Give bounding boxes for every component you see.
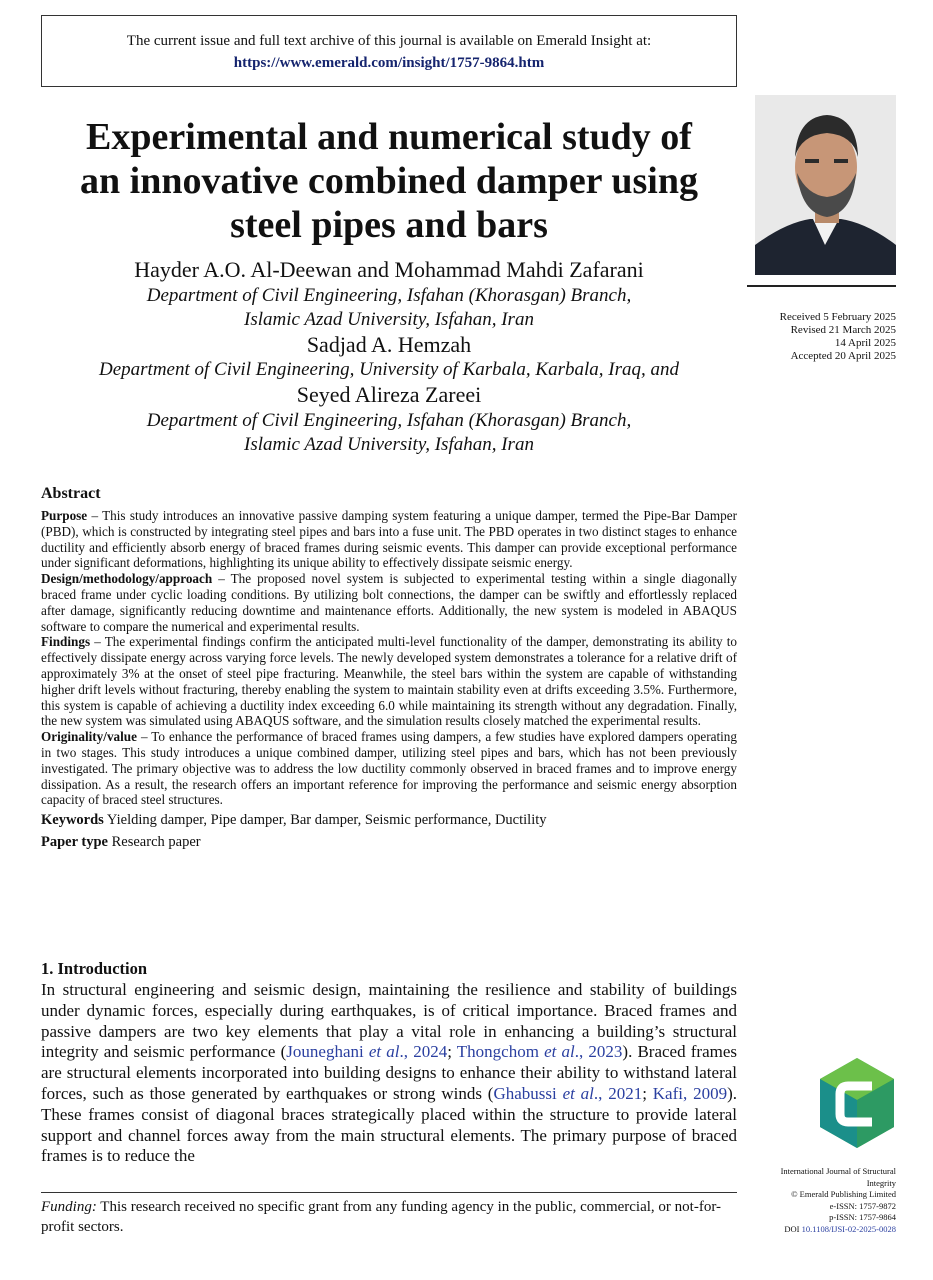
revised-date: Revised 21 March 2025 [790,324,896,336]
findings-label: Findings [41,634,91,650]
citation-author: Thongchom [456,1042,545,1062]
intro-text: ). Braced frames are structural elements incorporated into building designs to enhance their ability to withstand lateral forces, such as those generated by earthquakes or strong winds ( [41,1042,738,1103]
submission-dates [747,311,896,363]
citation-author: Jouneghani [286,1042,369,1062]
footnote-divider [41,1192,737,1193]
paper-type [41,832,737,852]
citation-year: ., 2021 [593,1083,643,1103]
citation-year: ., 2023 [574,1042,623,1062]
title-line: an innovative combined damper using [80,160,698,202]
journal-name: International Journal of Structural [780,1166,896,1176]
design-label: Design/methodology/approach [41,571,213,587]
publisher: © Emerald Publishing Limited [791,1189,896,1199]
intro-heading: 1. Introduction [41,959,148,978]
intro-text: In structural engineering and seismic design, maintaining the resilience and stability of buildings under dynamic forces, especially during earthquakes, is of critical importance. Braced frames and passive dampers are two key elements that play a vital role in enhancing a building’s structural integrity and seismic performance ( [41,980,737,1062]
keywords-text: Yielding damper, Pipe damper, Bar damper, Seismic performance, Ductility [103,812,547,829]
purpose-text: – This study introduces an innovative passive damping system featuring a unique damper, termed the Pipe-Bar Damper (PBD), which is constructed by integrating steel pipes and bars into a fuse unit. The PBD operates in two distinct stages to enhance ductility and efficiently absorb energy of braced frames during seismic events. This damper can provide exceptional performance under significant deformations, highlighting its unique ability to effectively dissipate seismic energy. [41,508,737,571]
citation-link[interactable] [493,1084,642,1103]
title-line: Experimental and numerical study of [86,116,692,158]
funding-note [41,1197,737,1237]
purpose-label: Purpose [41,508,88,523]
author-names: Hayder A.O. Al-Deewan and Mohammad Mahdi Zafarani [134,257,644,282]
citation-year: ., 2024 [399,1042,448,1062]
affiliation: Islamic Azad University, Isfahan, Iran [244,434,534,455]
intro-text: ). These frames consist of diagonal braces strategically placed within the structure to provide lateral support and channel forces away from the main structural elements. The primary purpose of braced frames is to reduce the [41,1083,737,1166]
citation-author: Ghabussi [493,1083,563,1103]
citation-etal: et al [544,1042,575,1062]
affiliation: Islamic Azad University, Isfahan, Iran [244,309,534,330]
findings-text: – The experimental findings confirm the anticipated multi-level functionality of the damper, demonstrating its ability to effectively dissipate energy across varying force levels. The newly developed system demonstrates a tolerance for a relative drift of approximately 3% at the onset of steel pipe fracturing. Meanwhile, the steel bars within the system are capable of withstanding higher drift levels without fracturing, thereby enabling the system to maintain stability even at drifts exceeding 3.5%. Furthermore, this system is capable of achieving a ductility index exceeding 6.0 while maintaining its strength without any degradation. Finally, the new system was simulated using ABAQUS software, and the simulation results closely matched the experimental results. [41,634,737,729]
abstract-section [41,484,737,852]
journal-info [747,1166,896,1235]
originality-text: – To enhance the performance of braced frames using dampers, a few studies have explored dampers operating in two stages. This study introduces a unique combined damper, utilizing steel pipes and bars, which has not been previously investigated. The primary objective was to address the low ductility commonly observed in braced frames and to improve energy dissipation. As a result, the research offers an important reference for improving the performance and seismic energy absorption capacity of braced steel structures. [41,729,737,808]
keywords [41,810,737,830]
received-date: Received 5 February 2025 [779,311,896,323]
affiliation: Department of Civil Engineering, Isfahan (Khorasgan) Branch, [146,410,632,431]
paper-type-text: Research paper [108,834,201,851]
design-text: – The proposed novel system is subjected to experimental testing within a single diagonally braced frame under cyclic loading conditions. By utilizing bolt connections, the damper can be swiftly and effortlessly replaced after damage, significantly reducing downtime and maintenance efforts. Additionally, the new system is modeled in ABAQUS software to compare the numerical and experimental results. [41,571,737,634]
abstract-findings [41,634,737,729]
citation-link[interactable] [457,1042,623,1061]
doi [747,1224,896,1236]
author-names: Seyed Alireza Zareei [296,382,482,407]
revised-date-2: 14 April 2025 [834,337,896,349]
paper-type-label: Paper type [41,834,108,851]
introduction-section [41,958,737,1167]
journal-availability-box [41,15,737,87]
divider [747,285,896,287]
journal-url-link[interactable]: https://www.emerald.com/insight/1757-9864.htm [233,55,545,71]
affiliation: Department of Civil Engineering, Isfahan (Khorasgan) Branch, [146,285,632,306]
keywords-label: Keywords [41,812,104,829]
abstract-design [41,571,737,634]
citation-etal: et al [368,1042,400,1062]
abstract-originality [41,729,737,808]
citation-link[interactable] [286,1042,447,1061]
doi-label: DOI [784,1223,802,1234]
abstract-heading: Abstract [41,485,101,502]
separator: ; [447,1042,457,1062]
originality-label: Originality/value [41,729,137,745]
citation-etal: et al [562,1083,594,1103]
separator: ; [642,1083,653,1103]
title-line: steel pipes and bars [230,204,548,246]
pissn: p-ISSN: 1757-9864 [829,1212,896,1222]
intro-paragraph [41,980,737,1167]
availability-text: The current issue and full text archive of this journal is available on Emerald Insight at: [126,33,652,49]
journal-name-2: Integrity [866,1177,896,1188]
author-names: Sadjad A. Hemzah [306,332,472,357]
affiliation: Department of Civil Engineering, University of Karbala, Karbala, Iraq, and [99,359,679,380]
funding-label: Funding: [41,1199,97,1215]
paper-title [30,115,748,247]
eissn: e-ISSN: 1757-9872 [829,1200,896,1211]
citation-link[interactable]: Kafi, 2009 [652,1083,728,1103]
abstract-purpose [41,508,737,571]
funding-text: This research received no specific grant from any funding agency in the public, commercial, or not-for-profit sectors. [41,1199,722,1235]
author-photo [755,95,896,275]
accepted-date: Accepted 20 April 2025 [790,350,896,362]
journal-logo-icon [818,1056,896,1150]
doi-link[interactable]: 10.1108/IJSI-02-2025-0028 [801,1223,896,1234]
